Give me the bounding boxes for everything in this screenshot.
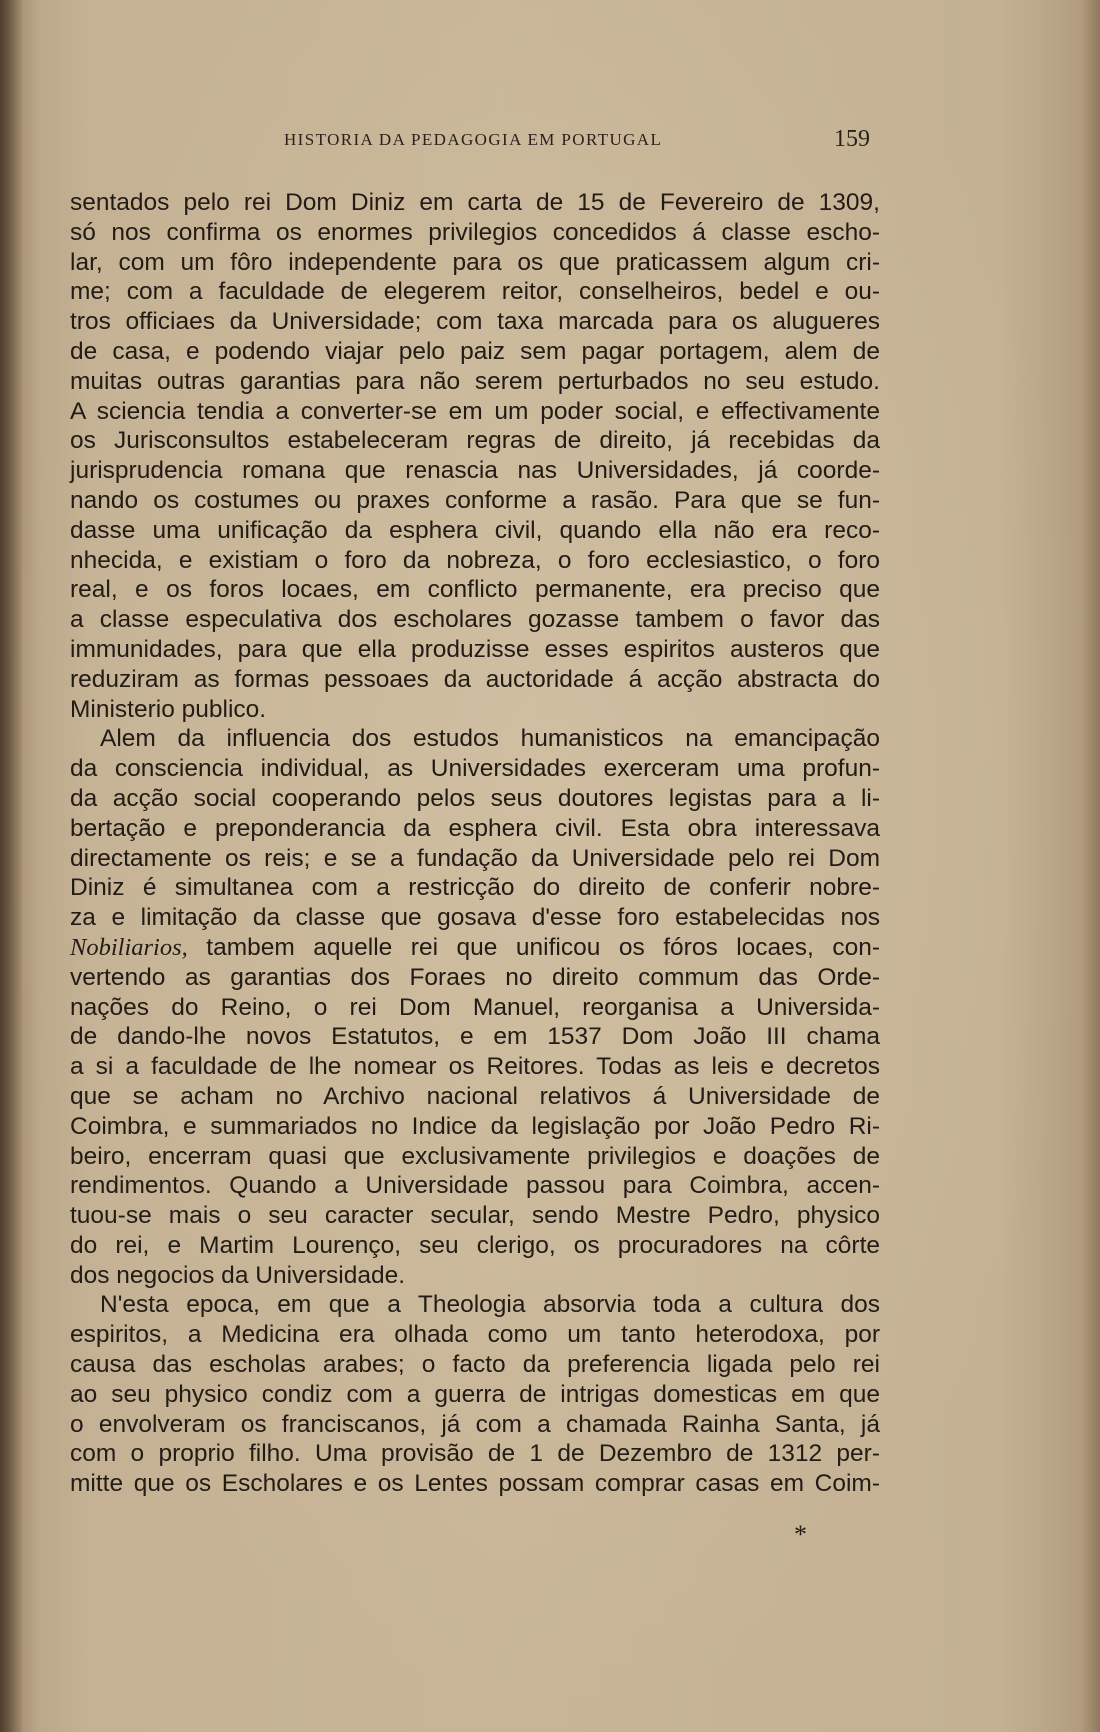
- text-line: reduziram as formas pessoaes da auctoridade á acção abstracta do: [70, 665, 880, 693]
- text-line: A sciencia tendia a converter-se em um poder social, e effectivamente: [70, 397, 880, 425]
- spine-shadow: [0, 0, 22, 1732]
- text-line: directamente os reis; e se a fundação da Universidade pelo rei Dom: [70, 844, 880, 872]
- text-line: os Jurisconsultos estabeleceram regras de direito, já recebidas da: [70, 427, 880, 455]
- signature-mark: *: [794, 1520, 807, 1549]
- text-line: jurisprudencia romana que renascia nas Universidades, já coorde-: [70, 457, 880, 485]
- text-line: de dando-lhe novos Estatutos, e em 1537 Dom João III chama: [70, 1023, 880, 1051]
- text-line: de casa, e podendo viajar pelo paiz sem pagar portagem, alem de: [70, 337, 880, 365]
- text-line: immunidades, para que ella produzisse esses espiritos austeros que: [70, 635, 880, 663]
- text-line: nando os costumes ou praxes conforme a rasão. Para que se fun-: [70, 486, 880, 514]
- text-line: a si a faculdade de lhe nomear os Reitores. Todas as leis e decretos: [70, 1053, 880, 1081]
- text-line: nações do Reino, o rei Dom Manuel, reorganisa a Universida-: [70, 993, 880, 1021]
- text-line: mitte que os Escholares e os Lentes possam comprar casas em Coim-: [70, 1470, 880, 1498]
- text-line: do rei, e Martim Lourenço, seu clerigo, os procuradores na côrte: [70, 1231, 880, 1259]
- text-line: za e limitação da classe que gosava d'esse foro estabelecidas nos: [70, 904, 880, 932]
- text-line: da acção social cooperando pelos seus doutores legistas para a li-: [70, 784, 880, 812]
- text-line: dos negocios da Universidade.: [70, 1261, 406, 1289]
- text-line: Ministerio publico.: [70, 695, 267, 723]
- text-line: com o proprio filho. Uma provisão de 1 de Dezembro de 1312 per-: [70, 1440, 880, 1468]
- page-number: 159: [834, 126, 870, 152]
- text-line: a classe especulativa dos escholares gozasse tambem o favor das: [70, 606, 880, 634]
- text-line: real, e os foros locaes, em conflicto permanente, era preciso que: [70, 576, 880, 604]
- text-line: lar, com um fôro independente para os que praticassem algum cri-: [70, 248, 880, 276]
- text-line: Coimbra, e summariados no Indice da legislação por João Pedro Ri-: [70, 1112, 880, 1140]
- italic-word-nobiliarios: Nobiliarios,: [70, 933, 188, 961]
- text-line-with-italic: [70, 933, 880, 963]
- text-line: Alem da influencia dos estudos humanisticos na emancipação: [100, 725, 880, 753]
- text-line: tros officiaes da Universidade; com taxa marcada para os alugueres: [70, 308, 880, 336]
- text-line: rendimentos. Quando a Universidade passou para Coimbra, accen-: [70, 1172, 880, 1200]
- text-line: da consciencia individual, as Universidades exerceram uma profun-: [70, 755, 880, 783]
- running-title: HISTORIA DA PEDAGOGIA EM PORTUGAL: [284, 130, 663, 149]
- text-line: sentados pelo rei Dom Diniz em carta de 15 de Fevereiro de 1309,: [70, 189, 880, 216]
- text-line: muitas outras garantias para não serem perturbados no seu estudo.: [70, 367, 880, 395]
- text-line: vertendo as garantias dos Foraes no direito commum das Orde-: [70, 963, 880, 991]
- text-line-rest: tambem aquelle rei que unificou os fóros locaes, con-: [187, 933, 880, 961]
- text-line: bertação e preponderancia da esphera civil. Esta obra interessava: [70, 814, 880, 842]
- text-line: só nos confirma os enormes privilegios concedidos á classe escho-: [70, 218, 880, 246]
- text-line: o envolveram os franciscanos, já com a chamada Rainha Santa, já: [70, 1410, 880, 1438]
- text-line: ao seu physico condiz com a guerra de intrigas domesticas em que: [70, 1380, 880, 1408]
- text-line: que se acham no Archivo nacional relativos á Universidade de: [70, 1082, 880, 1110]
- text-line: dasse uma unificação da esphera civil, quando ella não era reco-: [70, 516, 880, 544]
- text-line: Diniz é simultanea com a restricção do direito de conferir nobre-: [70, 874, 880, 902]
- text-line: N'esta epoca, em que a Theologia absorvia toda a cultura dos: [100, 1291, 880, 1319]
- text-line: nhecida, e existiam o foro da nobreza, o foro ecclesiastico, o foro: [70, 546, 880, 574]
- text-line: tuou-se mais o seu caracter secular, sendo Mestre Pedro, physico: [70, 1202, 880, 1230]
- body-text: [70, 188, 880, 1499]
- text-line: espiritos, a Medicina era olhada como um tanto heterodoxa, por: [70, 1321, 880, 1349]
- text-line: causa das escholas arabes; o facto da preferencia ligada pelo rei: [70, 1351, 880, 1379]
- text-line: beiro, encerram quasi que exclusivamente privilegios e doações de: [70, 1142, 880, 1170]
- text-line: me; com a faculdade de elegerem reitor, conselheiros, bedel e ou-: [70, 278, 880, 306]
- running-header: [70, 126, 930, 154]
